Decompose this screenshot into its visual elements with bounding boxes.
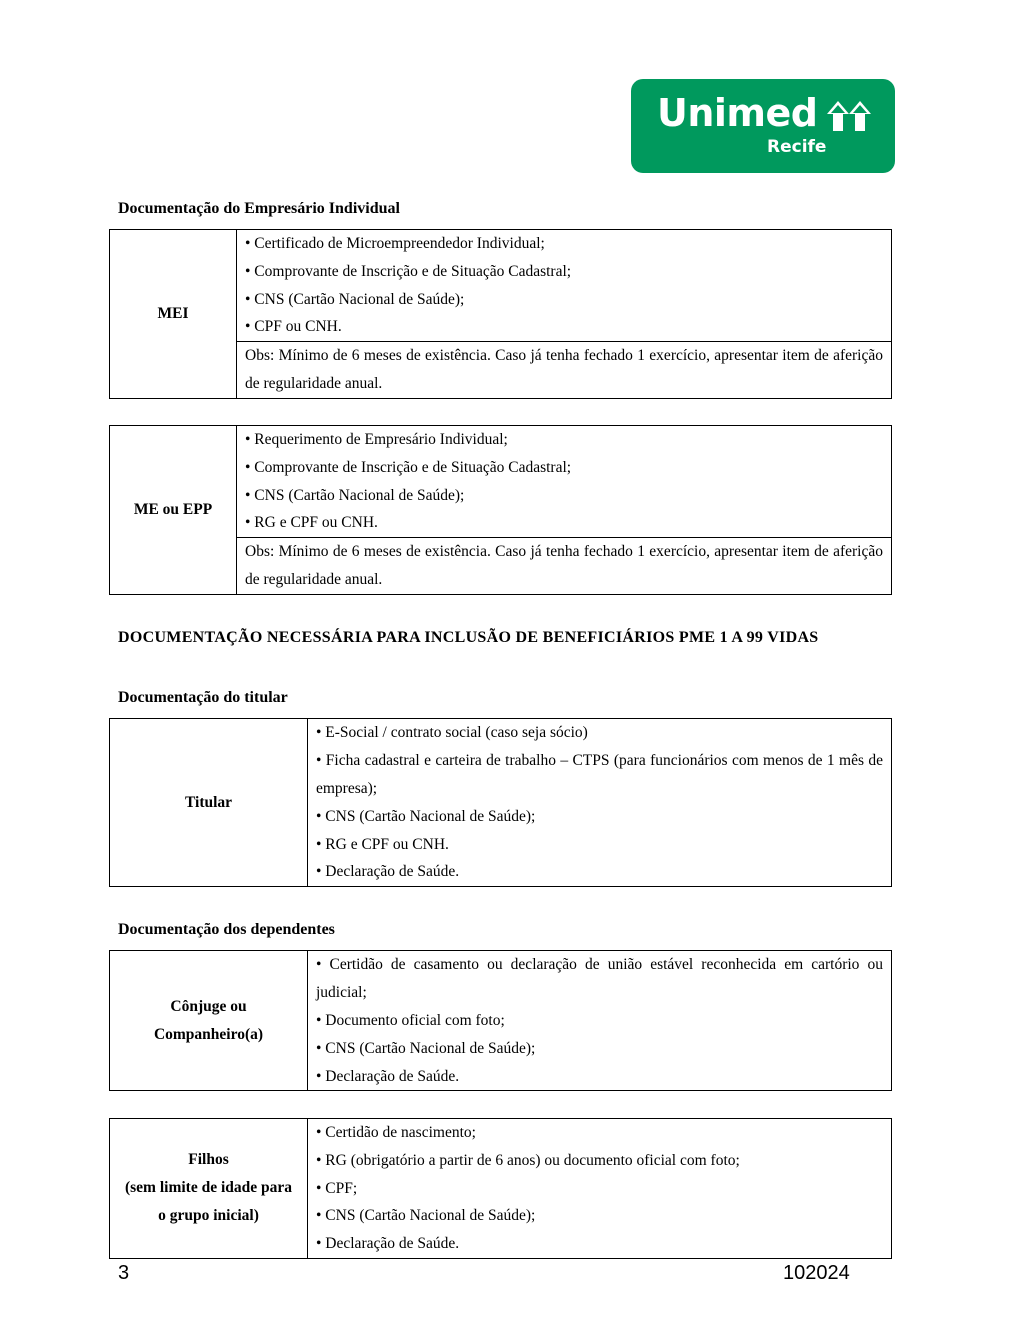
filhos-label-line: o grupo inicial) [158,1207,259,1225]
list-item: • RG e CPF ou CNH. [245,514,378,532]
list-item: • CPF; [316,1179,358,1197]
list-item: • Certidão de casamento ou declaração de união estável reconhecida em cartório ou judicial; [316,956,883,1001]
me-epp-obs: Obs: Mínimo de 6 meses de existência. Caso já tenha fechado 1 exercício, apresentar item de aferição de regularidade anual. [245,543,883,589]
mei-obs: Obs: Mínimo de 6 meses de existência. Caso já tenha fechado 1 exercício, apresentar item de aferição de regularidade anual. [245,347,883,393]
list-item: • Certificado de Microempreendedor Individual; [245,235,545,252]
section-heading-inclusao: DOCUMENTAÇÃO NECESSÁRIA PARA INCLUSÃO DE BENEFICIÁRIOS PME 1 A 99 VIDAS [118,629,819,646]
filhos-table [109,1118,892,1259]
me-epp-label: ME ou EPP [110,426,237,595]
list-item: • Declaração de Saúde. [316,1235,460,1253]
mei-items [237,230,892,342]
page-number: 3 [118,1262,130,1284]
titular-items [308,719,892,887]
list-item: • RG (obrigatório a partir de 6 anos) ou documento oficial com foto; [316,1151,740,1169]
list-item: • RG e CPF ou CNH. [316,835,449,853]
section-heading-empresario: Documentação do Empresário Individual [118,200,400,217]
unimed-tree-icon [826,101,872,131]
list-item: • CNS (Cartão Nacional de Saúde); [316,1207,536,1225]
conjuge-table [109,950,892,1091]
conjuge-items [308,951,892,1091]
unimed-logo [631,79,895,173]
mei-table [109,229,892,399]
conjuge-label-line: Companheiro(a) [153,1025,264,1043]
me-epp-table [109,425,892,595]
me-epp-obs-cell [237,538,892,595]
mei-obs-cell [237,342,892,399]
titular-label: Titular [110,719,308,887]
conjuge-label [110,951,308,1091]
list-item: • Ficha cadastral e carteira de trabalho – CTPS (para funcionários com menos de 1 mês de empresa); [316,751,883,797]
mei-label: MEI [110,230,237,399]
filhos-label-line: Filhos [188,1151,229,1169]
list-item: • E-Social / contrato social (caso seja sócio) [316,724,588,741]
document-code: 102024 [783,1262,850,1284]
section-heading-dependentes: Documentação dos dependentes [118,921,335,938]
list-item: • CPF ou CNH. [245,318,342,336]
filhos-label-line: (sem limite de idade para [124,1179,293,1197]
list-item: • CNS (Cartão Nacional de Saúde); [245,290,465,308]
list-item: • CNS (Cartão Nacional de Saúde); [316,1039,536,1057]
list-item: • CNS (Cartão Nacional de Saúde); [316,807,536,825]
me-epp-items [237,426,892,538]
list-item: • Declaração de Saúde. [316,1067,460,1085]
list-item: • Certidão de nascimento; [316,1124,476,1141]
list-item: • Documento oficial com foto; [316,1012,505,1029]
section-heading-titular: Documentação do titular [118,689,288,706]
filhos-label [110,1119,308,1259]
list-item: • Requerimento de Empresário Individual; [245,431,508,448]
conjuge-label-line: Cônjuge ou [170,997,247,1015]
filhos-items [308,1119,892,1259]
list-item: • CNS (Cartão Nacional de Saúde); [245,486,465,504]
list-item: • Declaração de Saúde. [316,863,460,881]
logo-city: Recife [767,137,827,157]
list-item: • Comprovante de Inscrição e de Situação Cadastral; [245,458,572,476]
logo-brand: Unimed [657,91,818,135]
titular-table [109,718,892,887]
list-item: • Comprovante de Inscrição e de Situação Cadastral; [245,262,572,280]
